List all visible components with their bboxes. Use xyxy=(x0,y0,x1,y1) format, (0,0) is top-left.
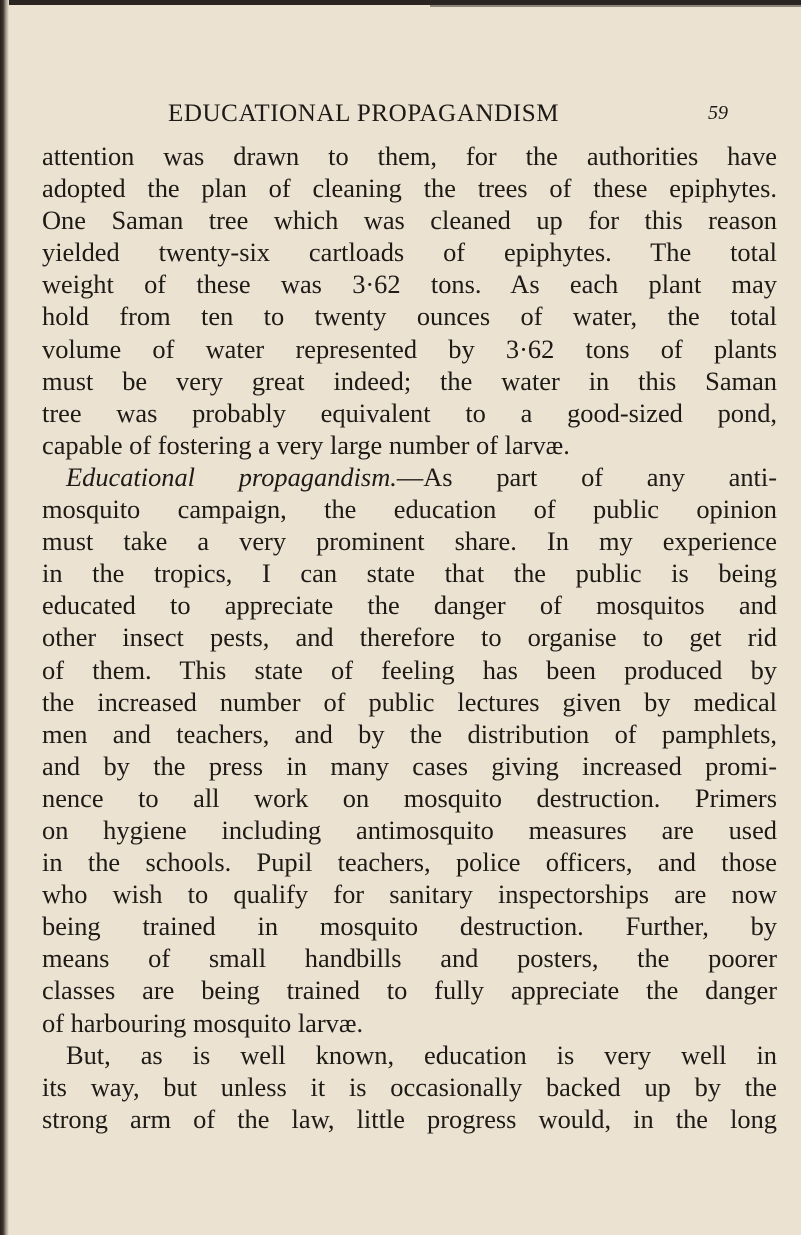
text-line: in the schools. Pupil teachers, police officers, and those xyxy=(42,847,777,878)
running-head-title: EDUCATIONAL PROPAGANDISM xyxy=(168,100,560,127)
text-line: tree was probably equivalent to a good-sized pond, xyxy=(42,397,777,428)
text-line: nence to all work on mosquito destruction. Primers xyxy=(42,782,777,813)
text-line: the increased number of public lectures given by medical xyxy=(42,686,777,717)
text-line: its way, but unless it is occasionally backed up by the xyxy=(42,1071,777,1102)
page-binding-edge xyxy=(0,0,9,1235)
text-line: strong arm of the law, little progress would, in the long xyxy=(42,1103,777,1134)
text-line: other insect pests, and therefore to organise to get rid xyxy=(42,622,777,653)
text-line: being trained in mosquito destruction. Further, by xyxy=(42,911,777,942)
text-line: must be very great indeed; the water in this Saman xyxy=(42,365,777,396)
text-line: of them. This state of feeling has been produced by xyxy=(42,654,777,685)
text-line: men and teachers, and by the distribution of pamphlets, xyxy=(42,718,777,749)
text-line: and by the press in many cases giving increased promi- xyxy=(42,750,777,781)
text-line: must take a very prominent share. In my experience xyxy=(42,526,777,557)
text-line: But, as is well known, education is very well in xyxy=(66,1039,777,1070)
text-line: capable of fostering a very large number of larvæ. xyxy=(42,429,570,460)
running-head xyxy=(168,96,728,132)
text-line: classes are being trained to fully appreciate the danger xyxy=(42,975,777,1006)
text-line: who wish to qualify for sanitary inspectorships are now xyxy=(42,879,777,910)
text-line: of harbouring mosquito larvæ. xyxy=(42,1007,364,1038)
text-line: educated to appreciate the danger of mosquitos and xyxy=(42,590,777,621)
page-number: 59 xyxy=(708,102,728,124)
text-line: volume of water represented by 3·62 tons of plants xyxy=(42,333,777,364)
text-line: means of small handbills and posters, the poorer xyxy=(42,943,777,974)
section-heading: Educational propagandism. xyxy=(66,461,397,492)
text-line: yielded twenty-six cartloads of epiphytes. The total xyxy=(42,237,777,268)
text-line: adopted the plan of cleaning the trees of these epiphytes. xyxy=(42,173,777,204)
body-text xyxy=(42,140,777,1135)
section-heading-line xyxy=(42,461,777,493)
section-lead-text: —As part of any anti- xyxy=(396,461,777,492)
text-line: weight of these was 3·62 tons. As each plant may xyxy=(42,269,777,300)
text-line: on hygiene including antimosquito measures are used xyxy=(42,814,777,845)
text-line: in the tropics, I can state that the public is being xyxy=(42,558,777,589)
text-line: mosquito campaign, the education of public opinion xyxy=(42,494,777,525)
text-line: One Saman tree which was cleaned up for this reason xyxy=(42,205,777,236)
text-line: hold from ten to twenty ounces of water, the total xyxy=(42,301,777,332)
text-line: attention was drawn to them, for the authorities have xyxy=(42,141,777,171)
page-top-shadow xyxy=(430,5,801,7)
